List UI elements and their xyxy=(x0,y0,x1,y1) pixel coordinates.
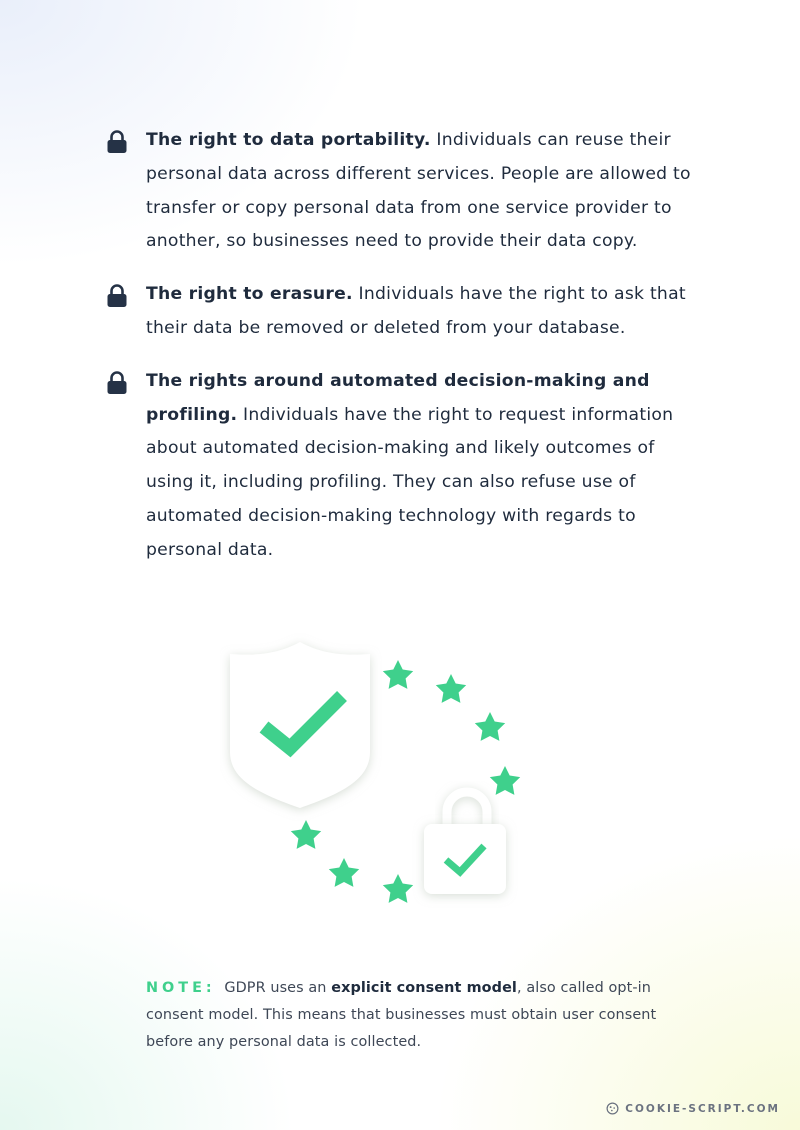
rights-list xyxy=(106,124,706,568)
bullet-title: The rights around automated decision-making and profiling. xyxy=(146,370,650,425)
note-label: NOTE: xyxy=(146,980,216,996)
shield-check-icon xyxy=(230,642,370,808)
right-erasure xyxy=(106,278,706,346)
lock-icon xyxy=(106,284,128,308)
bullet-body: Individuals have the right to request information about automated decision-making and likely outcomes of using it, including profiling. They can also refuse use of automated decision-making technology with regards to personal data. xyxy=(146,404,674,560)
bullet-body: Individuals can reuse their personal data across different services. People are allowed to transfer or copy personal data from one service provider to another, so businesses need to provide their data copy. xyxy=(146,130,691,252)
gdpr-illustration xyxy=(220,630,540,910)
lock-icon xyxy=(106,371,128,395)
note-text: GDPR uses an xyxy=(219,980,332,996)
note-box xyxy=(146,975,706,1056)
bullet-title: The right to data portability. xyxy=(146,130,431,150)
bullet-title: The right to erasure. xyxy=(146,284,353,305)
footer-brand xyxy=(606,1102,780,1115)
padlock-check-icon xyxy=(424,792,506,894)
footer-brand-text: COOKIE-SCRIPT.COM xyxy=(625,1102,780,1115)
bullet-paragraph xyxy=(146,124,706,259)
note-text-continued: , also called opt-in consent model. This means that businesses must obtain user consent before any personal data is collected. xyxy=(146,980,657,1050)
cookie-icon xyxy=(606,1102,619,1115)
right-data-portability xyxy=(106,124,706,259)
note-emphasis: explicit consent model xyxy=(331,980,517,996)
bullet-body: Individuals have the right to ask that their data be removed or deleted from your database. xyxy=(146,284,686,338)
lock-icon xyxy=(106,130,128,154)
bullet-paragraph xyxy=(146,365,706,568)
bullet-paragraph xyxy=(146,278,706,346)
right-automated-decision-making xyxy=(106,365,706,568)
